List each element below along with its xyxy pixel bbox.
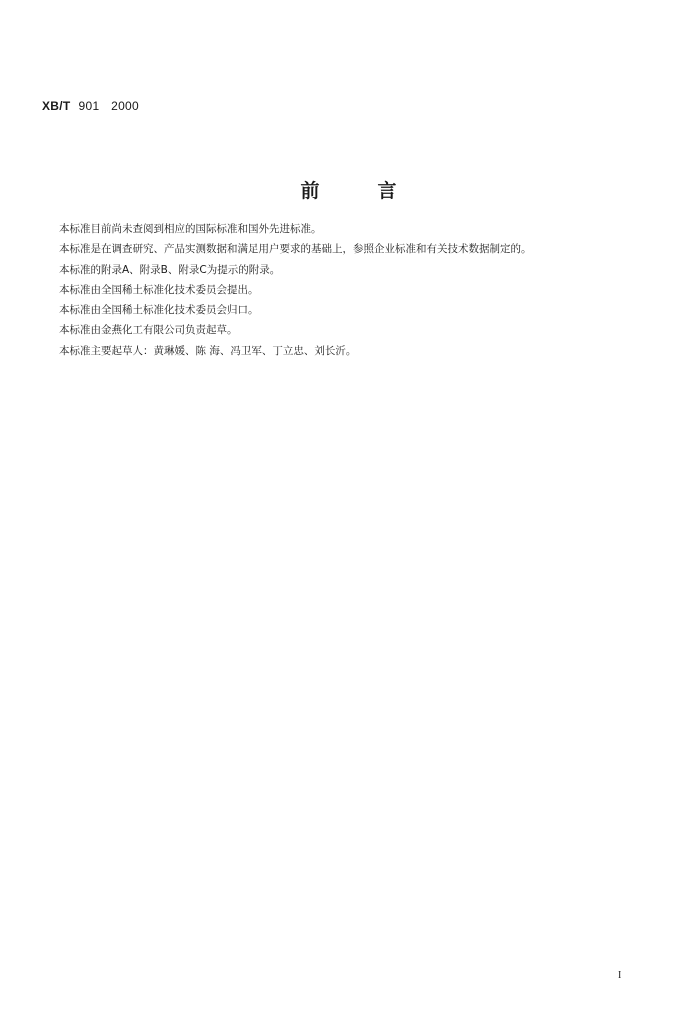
standard-number: 901 2000 [78, 99, 139, 113]
paragraph-2: 本标准是在调查研究、产品实测数据和满足用户要求的基础上，参照企业标准和有关技术数据制定的。 [59, 243, 532, 256]
standard-prefix: XB/T [42, 99, 71, 113]
paragraph-7: 本标准主要起草人：黄琳媛、陈 海、冯卫军、丁立忠、刘长沂。 [59, 344, 357, 357]
paragraph-4: 本标准由全国稀土标准化技术委员会提出。 [59, 283, 259, 296]
paragraph-6: 本标准由金燕化工有限公司负责起草。 [59, 324, 238, 337]
paragraph-1: 本标准目前尚未查阅到相应的国际标准和国外先进标准。 [59, 223, 322, 235]
foreword-body [38, 219, 646, 361]
page-title: 前言 [300, 180, 455, 202]
standard-code [42, 99, 139, 113]
page-number: I [618, 970, 622, 981]
paragraph-5: 本标准由全国稀土标准化技术委员会归口。 [59, 304, 259, 317]
paragraph-3: 本标准的附录A、附录B、附录C为提示的附录。 [59, 263, 281, 276]
